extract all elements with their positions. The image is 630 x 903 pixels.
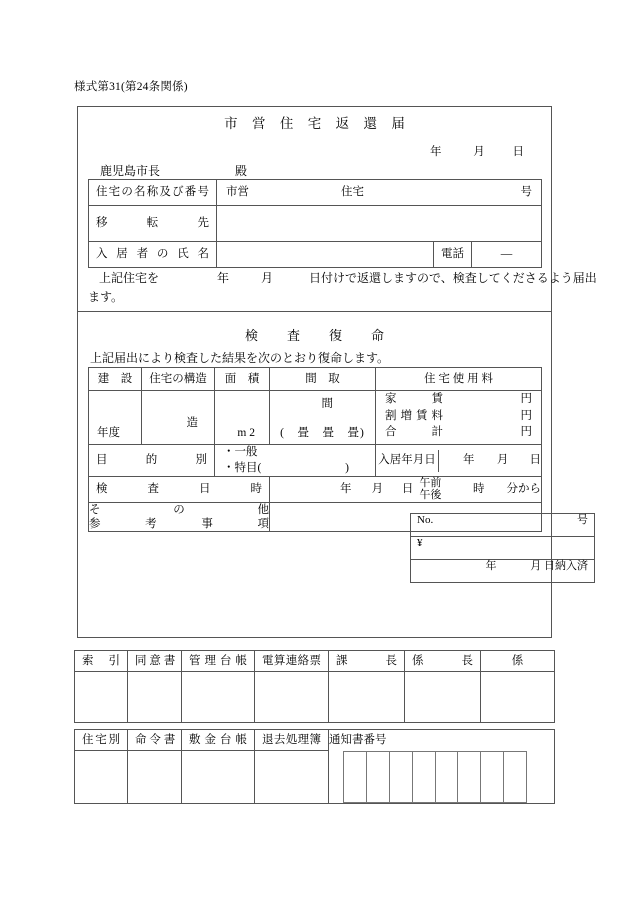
table-row — [411, 559, 595, 582]
label-purpose-type: 目 的 別 — [89, 445, 215, 477]
fee-unit-total: 円 — [520, 426, 532, 439]
cell-construction-year[interactable] — [89, 391, 142, 445]
routing-header-staff: 係 — [481, 651, 555, 672]
routing2-header-deposit-ledger: 敷 金 台 帳 — [182, 730, 255, 751]
routing-header-ledger: 管 理 台 帳 — [182, 651, 255, 672]
fee-unit-surcharge: 円 — [520, 409, 532, 422]
receipt-date-row[interactable] — [411, 559, 595, 582]
table-row — [89, 502, 542, 532]
ampm-am[interactable]: 午前 — [419, 477, 442, 490]
routing-cell-index[interactable] — [75, 672, 128, 723]
cell-area[interactable] — [215, 391, 270, 445]
table-row — [89, 391, 542, 445]
routing-header-subsection-chief: 係 長 — [405, 651, 481, 672]
date-year-label: 年 — [430, 146, 442, 158]
area-unit: m 2 — [237, 426, 255, 439]
other-notes-line-2: 参 考 事 項 — [89, 518, 269, 531]
table-row — [75, 672, 555, 723]
routing2-cell-move-out-register[interactable] — [255, 751, 329, 804]
document-title: 市 営 住 宅 返 還 届 — [224, 116, 411, 131]
notify-number-cell[interactable] — [504, 751, 527, 802]
housing-mid: 住宅 — [341, 186, 364, 199]
table-header-row — [75, 730, 555, 751]
table-row — [89, 180, 542, 206]
construction-year-unit: 年度 — [97, 426, 120, 439]
routing2-header-order: 命 令 書 — [128, 730, 182, 751]
label-move-in-date: 入居年月日 — [376, 450, 439, 472]
table-row — [89, 477, 542, 503]
notify-number-cell[interactable] — [366, 751, 389, 802]
row-label-new-address: 移 転 先 — [89, 206, 217, 242]
row-value-new-address[interactable] — [217, 206, 542, 242]
table-row — [89, 206, 542, 242]
routing-table-2 — [74, 729, 555, 804]
move-in-year: 年 — [463, 454, 475, 467]
inspection-minute: 分から — [506, 483, 541, 496]
move-in-subtable — [376, 450, 541, 472]
declaration-line-2: ます。 — [88, 289, 124, 304]
notify-number-cell[interactable] — [435, 751, 458, 802]
addressee-honorific: 殿 — [235, 164, 248, 178]
routing2-cell-order[interactable] — [128, 751, 182, 804]
table-header-row — [75, 651, 555, 672]
header-layout: 間 取 — [270, 368, 376, 391]
label-inspection-datetime: 検 査 日 時 — [89, 477, 270, 503]
notify-number-cell[interactable] — [389, 751, 412, 802]
phone-label: 電話 — [434, 242, 472, 268]
routing-cell-staff[interactable] — [481, 672, 555, 723]
ampm-pm[interactable]: 午後 — [419, 489, 442, 502]
routing-header-section-chief: 課 長 — [329, 651, 405, 672]
declaration-year: 年 — [217, 271, 230, 285]
value-move-in-date[interactable] — [439, 450, 542, 472]
row-label-housing-name: 住宅の名称及び番号 — [89, 180, 217, 206]
routing-cell-computer-slip[interactable] — [255, 672, 329, 723]
move-in-month: 月 — [496, 454, 509, 467]
other-notes-line-1: そ の 他 — [89, 503, 269, 516]
housing-suffix: 号 — [520, 186, 533, 199]
receipt-no-label: No. — [417, 513, 434, 526]
header-area: 面 積 — [215, 368, 270, 391]
routing-header-consent: 同 意 書 — [128, 651, 182, 672]
inspection-year: 年 — [340, 483, 352, 496]
purpose-option-special[interactable]: ・特目( — [223, 461, 262, 474]
housing-prefix: 市営 — [226, 186, 249, 199]
receipt-paid-label: 日納入済 — [544, 559, 588, 572]
phone-value[interactable]: ― — [472, 242, 542, 268]
submission-date-line — [430, 143, 524, 159]
routing2-header-housing-type: 住宅別 — [75, 730, 128, 751]
fee-row-surcharge — [385, 408, 532, 425]
cell-layout[interactable] — [270, 391, 376, 445]
inspection-table — [88, 367, 588, 572]
row-value-resident-name[interactable] — [217, 242, 434, 268]
routing-cell-section-chief[interactable] — [329, 672, 405, 723]
cell-structure[interactable] — [142, 391, 215, 445]
routing-table-1 — [74, 650, 555, 723]
fee-label-surcharge: 割増賃料 — [385, 409, 443, 422]
inspection-day: 日 — [401, 483, 414, 496]
fee-unit-rent: 円 — [520, 393, 532, 405]
purpose-option-special-close: ) — [345, 461, 349, 474]
routing-cell-consent[interactable] — [128, 672, 182, 723]
notify-number-cell[interactable] — [458, 751, 481, 802]
fee-label-total: 合 計 — [385, 426, 443, 439]
label-other-notes — [89, 502, 270, 532]
date-month-label: 月 — [473, 146, 485, 158]
table-row — [75, 751, 555, 804]
inspection-hour: 時 — [473, 483, 485, 496]
notify-number-cell[interactable] — [481, 751, 504, 802]
routing-cell-subsection-chief[interactable] — [405, 672, 481, 723]
routing-header-computer-slip: 電算連絡票 — [255, 651, 329, 672]
date-day-label: 日 — [512, 146, 524, 158]
receipt-number-row[interactable] — [411, 513, 595, 536]
inspection-month: 月 — [371, 483, 384, 496]
notify-number-cell[interactable] — [412, 751, 435, 802]
declaration-part-1: 上記住宅を — [99, 271, 160, 285]
notify-number-cell[interactable] — [344, 751, 367, 802]
table-row — [344, 751, 527, 802]
inspection-section-subtitle: 上記届出により検査した結果を次のとおり復命します。 — [90, 351, 390, 365]
section-divider — [77, 311, 552, 312]
form-number: 様式第31(第24条関係) — [74, 81, 188, 93]
routing2-cell-deposit-ledger[interactable] — [182, 751, 255, 804]
routing-cell-ledger[interactable] — [182, 672, 255, 723]
receipt-no-suffix: 号 — [577, 513, 588, 526]
table-row — [89, 445, 542, 477]
routing2-cell-housing-type[interactable] — [75, 751, 128, 804]
cell-purpose-options[interactable] — [215, 445, 376, 477]
applicant-table — [88, 179, 542, 268]
fee-row-rent — [385, 391, 532, 408]
value-other-notes[interactable] — [270, 502, 588, 572]
notify-number-grid — [343, 751, 527, 803]
routing2-header-move-out-register: 退去処理簿 — [255, 730, 329, 751]
layout-tatami-unit: ( 畳 畳 畳) — [280, 426, 365, 439]
routing-header-index: 索 引 — [75, 651, 128, 672]
cell-move-in-date — [376, 445, 542, 477]
fee-label-rent: 家 賃 — [385, 393, 443, 405]
receipt-month: 月 — [530, 559, 542, 572]
declaration-text — [88, 269, 597, 306]
table-row — [411, 536, 595, 559]
fee-row-total — [385, 424, 532, 441]
receipt-year: 年 — [485, 559, 497, 572]
cell-rent[interactable] — [376, 391, 542, 445]
routing2-cell-notify-number — [329, 751, 555, 804]
header-construction: 建 設 — [89, 368, 142, 391]
header-rent: 住 宅 使 用 料 — [376, 368, 542, 391]
value-inspection-datetime[interactable] — [270, 477, 542, 503]
declaration-part-2: 日付けで返還しますので、検査してくださるよう届出 — [309, 271, 597, 285]
move-in-day: 日 — [529, 454, 541, 467]
structure-suffix: 造 — [186, 416, 198, 429]
receipt-amount-row[interactable]: ¥ — [411, 536, 595, 559]
receipt-box — [410, 513, 595, 583]
row-value-housing-name[interactable] — [217, 180, 542, 206]
declaration-month: 月 — [261, 271, 274, 285]
table-row — [89, 242, 542, 268]
row-label-resident-name: 入 居 者 の 氏 名 — [89, 242, 217, 268]
table-row — [411, 513, 595, 536]
routing2-header-notify-number: 通知書番号 — [329, 730, 555, 751]
inspection-section-title: 検 査 復 命 — [244, 328, 392, 343]
addressee — [100, 162, 247, 179]
layout-room-unit: 間 — [321, 398, 333, 411]
purpose-option-general[interactable]: ・一般 — [223, 446, 258, 459]
addressee-name: 鹿児島市長 — [100, 164, 161, 178]
ampm-selector[interactable] — [419, 477, 441, 502]
header-structure: 住宅の構造 — [142, 368, 215, 391]
table-row — [376, 450, 541, 472]
